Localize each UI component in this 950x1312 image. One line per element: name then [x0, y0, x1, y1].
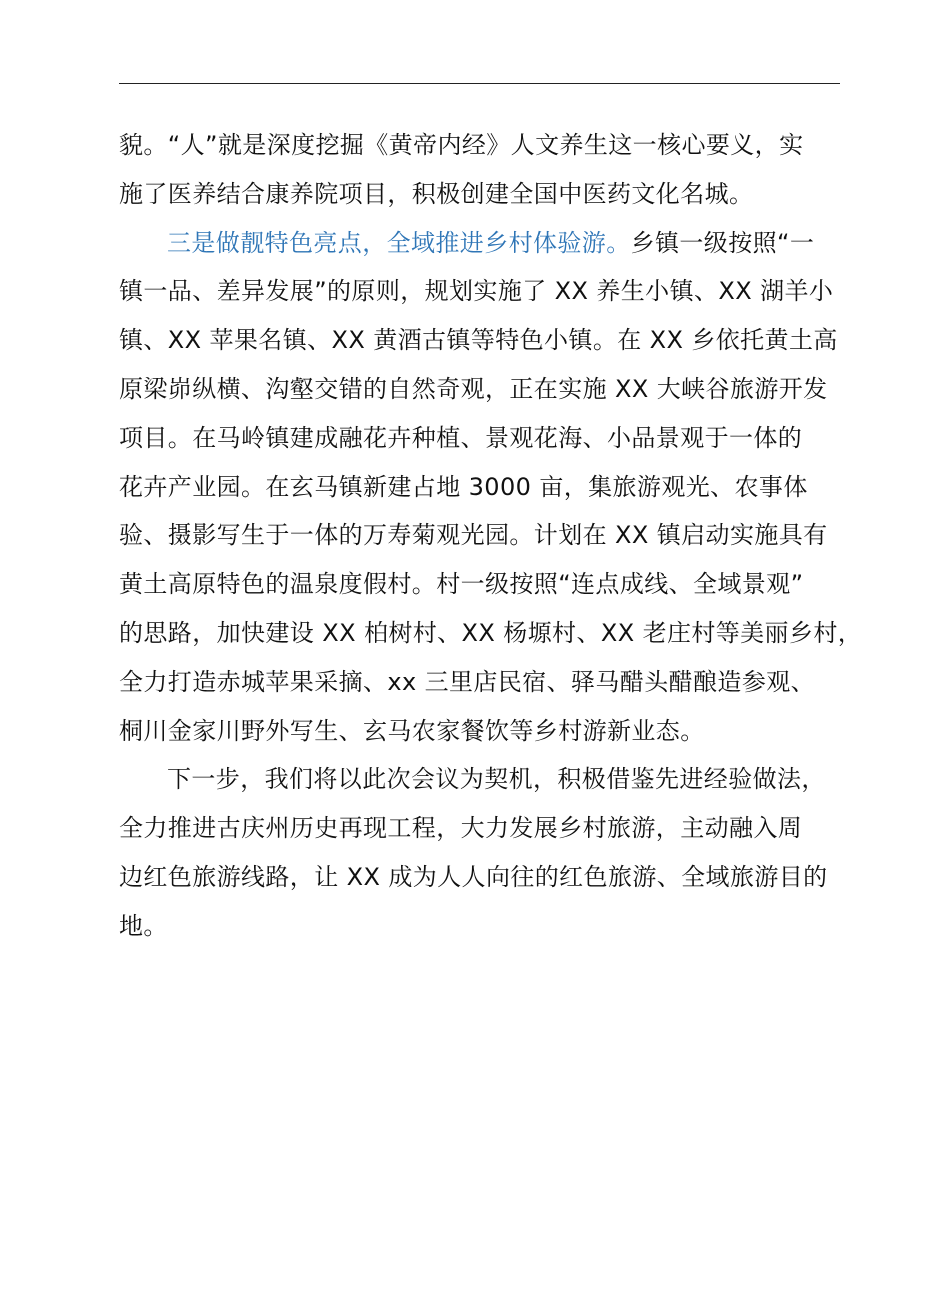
- text-run: 乡镇一级按照“一: [630, 228, 815, 257]
- text-line: 项目。在马岭镇建成融花卉种植、景观花海、小品景观于一体的: [119, 423, 803, 452]
- section-heading-highlight: 三是做靓特色亮点，全域推进乡村体验游。: [167, 228, 631, 257]
- text-line: 黄土高原特色的温泉度假村。村一级按照“连点成线、全域景观”: [119, 570, 804, 599]
- text-line: 的思路，加快建设 XX 柏树村、XX 杨塬村、XX 老庄村等美丽乡村，: [119, 618, 863, 647]
- text-line: 全力推进古庆州历史再现工程，大力发展乡村旅游，主动融入周: [119, 814, 803, 843]
- paragraph-1: [119, 121, 859, 219]
- text-line: [119, 219, 859, 268]
- text-line: 貌。“人”就是深度挖掘《黄帝内经》人文养生这一核心要义，实: [119, 131, 804, 159]
- text-line: 全力打造赤城苹果采摘、xx 三里店民宿、驿马醋头醋酿造参观、: [119, 667, 816, 696]
- text-line: 桐川金家川野外写生、玄马农家餐饮等乡村游新业态。: [119, 716, 705, 745]
- paragraph-3: [119, 755, 859, 950]
- text-line: 验、摄影写生于一体的万寿菊观光园。计划在 XX 镇启动实施具有: [119, 521, 828, 550]
- paragraph-2: [119, 219, 863, 756]
- text-line: 镇一品、差异发展”的原则，规划实施了 XX 养生小镇、XX 湖羊小: [119, 277, 834, 306]
- text-line: 花卉产业园。在玄马镇新建占地 3000 亩，集旅游观光、农事体: [119, 472, 808, 501]
- document-body: [119, 121, 863, 951]
- text-line: 地。: [119, 911, 168, 940]
- text-line: 下一步，我们将以此次会议为契机，积极借鉴先进经验做法，: [167, 765, 826, 794]
- text-line: 边红色旅游线路，让 XX 成为人人向往的红色旅游、全域旅游目的: [119, 862, 828, 891]
- header-rule: [119, 83, 840, 84]
- text-line: 镇、XX 苹果名镇、XX 黄酒古镇等特色小镇。在 XX 乡依托黄土高: [119, 326, 838, 355]
- text-line: 原梁峁纵横、沟壑交错的自然奇观，正在实施 XX 大峡谷旅游开发: [119, 374, 828, 403]
- text-line: 施了医养结合康养院项目，积极创建全国中医药文化名城。: [119, 179, 754, 208]
